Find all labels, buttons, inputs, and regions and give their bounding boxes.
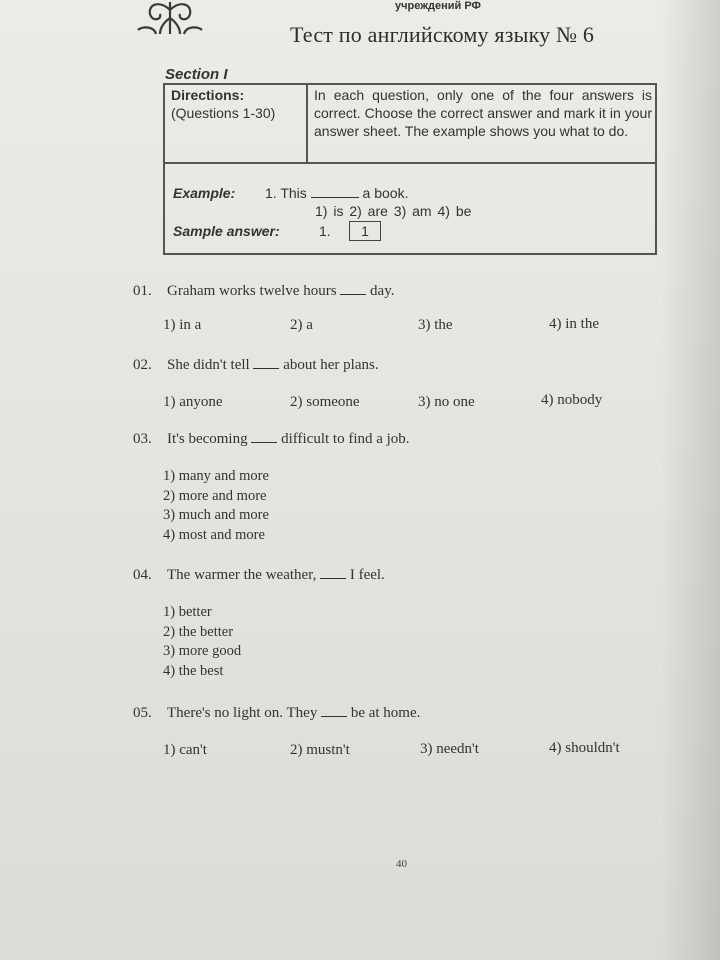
answer-blank <box>320 568 346 579</box>
option-list <box>163 603 241 681</box>
answer-blank <box>251 432 277 443</box>
question-text-after: about her plans. <box>283 357 379 373</box>
option-1[interactable]: 1) can't <box>163 742 207 758</box>
question-text-before: She didn't tell <box>167 357 250 373</box>
option-2[interactable]: 2) mustn't <box>290 742 350 758</box>
directions-label: Directions: <box>171 87 245 103</box>
option-list <box>163 467 269 545</box>
sample-label: Sample answer: <box>173 223 280 239</box>
question-text-before: It's becoming <box>167 431 248 447</box>
option-2[interactable]: 2) a <box>290 317 313 333</box>
sample-number: 1. <box>319 223 331 239</box>
question-text <box>167 567 385 584</box>
question-text-after: day. <box>370 283 395 299</box>
question-text <box>167 705 420 722</box>
page-number: 40 <box>396 858 407 870</box>
question-number: 02. <box>133 357 152 373</box>
example-blank <box>311 185 359 198</box>
option-2[interactable]: 2) the better <box>163 623 234 640</box>
question-number: 04. <box>133 567 152 583</box>
option-2[interactable]: 2) more and more <box>163 487 267 504</box>
option-4[interactable]: 4) the best <box>163 662 224 679</box>
answer-blank <box>340 284 366 295</box>
question-text-before: The warmer the weather, <box>167 567 317 583</box>
option-1[interactable]: 1) in a <box>163 317 202 333</box>
institution-fragment: учреждений РФ <box>395 0 481 12</box>
sample-answer-row <box>173 223 369 239</box>
directions-heading <box>165 85 308 162</box>
example-question-end: a book. <box>362 185 409 201</box>
question-text-after: difficult to find a job. <box>281 431 410 447</box>
example-question <box>265 185 408 201</box>
question-text-after: be at home. <box>350 705 421 721</box>
question-number: 05. <box>133 705 152 721</box>
option-1[interactable]: 1) better <box>163 604 212 620</box>
question-number: 01. <box>133 283 152 299</box>
option-3[interactable]: 3) needn't <box>420 741 479 757</box>
question-number: 03. <box>133 431 152 447</box>
question-text <box>167 431 410 448</box>
directions-row <box>165 85 655 164</box>
option-3[interactable]: 3) the <box>418 317 453 333</box>
example-options: 1) is 2) are 3) am 4) be <box>315 203 472 219</box>
directions-box <box>163 83 657 255</box>
option-4[interactable]: 4) shouldn't <box>549 740 620 756</box>
option-4[interactable]: 4) most and more <box>163 526 265 543</box>
example-question-start: 1. This <box>265 185 307 201</box>
option-1[interactable]: 1) anyone <box>163 394 223 410</box>
question-text-before: There's no light on. They <box>167 705 318 721</box>
option-2[interactable]: 2) someone <box>290 394 360 410</box>
example-label: Example: <box>173 185 236 201</box>
directions-text: In each question, only one of the four answers is correct. Choose the correct answer and mark it in your answer sheet. The example shows you what to do. <box>314 87 652 139</box>
page-edge-shadow <box>660 0 720 960</box>
answer-blank <box>321 706 347 717</box>
question-text <box>167 357 379 374</box>
ornament-logo <box>130 0 210 36</box>
question-text-before: Graham works twelve hours <box>167 283 337 299</box>
option-3[interactable]: 3) no one <box>418 394 475 410</box>
question-text <box>167 283 394 300</box>
option-4[interactable]: 4) in the <box>549 316 599 332</box>
option-3[interactable]: 3) more good <box>163 643 242 659</box>
sample-answer-box: 1 <box>349 221 381 241</box>
option-1[interactable]: 1) many and more <box>163 468 269 484</box>
page-title: Тест по английскому языку № 6 <box>290 22 595 47</box>
option-3[interactable]: 3) much and more <box>163 507 269 523</box>
answer-blank <box>253 358 279 369</box>
option-4[interactable]: 4) nobody <box>541 392 603 408</box>
section-label: Section I <box>165 66 228 83</box>
directions-range: (Questions 1-30) <box>171 105 276 121</box>
question-text-after: I feel. <box>349 567 385 583</box>
example-row <box>173 185 409 201</box>
